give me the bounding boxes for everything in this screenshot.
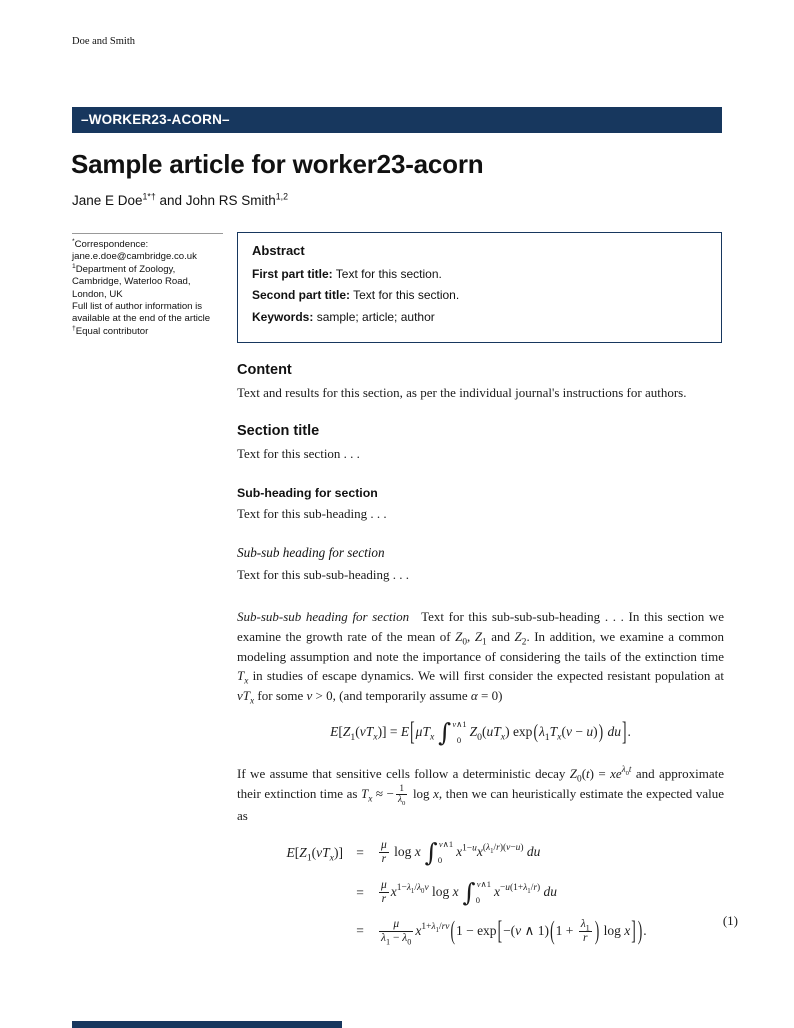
display-equation: $E[Z_1(vT_x)] = E[\mu T_x$ ∫ v∧1 0 $Z_0(uT_x) \exp(\lambda_1T_x(v - u))$ du]. [330,716,631,748]
paragraph-sub-sub-sub-text: Text for this sub-sub-sub-heading . . . In this section we examine the growth rate of the mean of $Z_0$, $Z_1$ and $Z_2$. In addition, we examine a common modeling assumption and note the importance of considering the tails of the extinction time $T_x$ in studies of escape dynamics. We will first consider the expected resistant population at $vT_x$ for some v > 0, (and temporarily assume α = 0) [237,609,724,707]
page-bottom-bar [72,1021,342,1028]
correspondence-label: *Correspondence: [72,237,149,250]
paragraph-sub-sub-sub-section [237,607,724,706]
paragraph-sub-sub-section: Text for this sub-sub-heading . . . [237,567,410,583]
abstract-first-part [252,266,707,283]
masthead-banner-text: –WORKER23-ACORN– [81,112,230,127]
abstract-box [237,232,722,343]
author-info-note: Full list of author information is [72,301,203,313]
equation-lhs: $E[Z_1(vT_x)]$ [286,844,343,864]
heading-sub-sub-sub-section: Sub-sub-sub heading for section [237,609,410,624]
abstract-second-part-text: Text for this section. [350,288,460,303]
authors-line: Jane E Doe$^{1*\dagger}$ and John RS Smith$^{1,2}$ [72,191,288,208]
abstract-keywords-text: sample; article; author [313,309,435,324]
abstract-first-part-text: Text for this section. [332,267,442,281]
equation-row [243,914,724,947]
abstract-second-part-label: Second part title: [252,288,351,303]
main-content [237,362,738,947]
paragraph-sub-section: Text for this sub-heading . . . [237,505,387,521]
running-head: Doe and Smith [72,36,135,47]
abstract-keywords [252,309,707,326]
correspondence-email[interactable]: jane.e.doe@cambridge.co.uk [72,251,197,263]
heading-content: Content [237,362,292,378]
equation-row [243,838,724,868]
equation-number: (1) [722,913,738,929]
equation-rhs: $\frac{\mu}{\lambda_1 - \lambda_0}$ $x^{1+\lambda_1/rv}(1 - \exp[-(v$ ∧ 1)(1 + $\frac{\lambda_1}{r}$ ) log x] ). [381,914,647,947]
heading-sub-sub-section: Sub-sub heading for section [237,545,385,561]
heading-sub-section: Sub-heading for section [237,485,378,500]
author-info-note: available at the end of the article [72,313,211,325]
heading-section-title: Section title [237,422,320,439]
paragraph-section: Text for this section . . . [237,445,360,461]
abstract-keywords-label: Keywords: [252,309,314,324]
masthead-banner [72,107,722,133]
abstract-first-part-label: First part title: [252,267,333,281]
equation-row [243,878,724,908]
affiliation-line: London, UK [72,288,123,300]
equals-sign: = [356,923,364,939]
abstract-second-part [252,287,707,304]
equals-sign: = [356,844,364,860]
equation-rhs: $\frac{\mu}{r}$ $x^{1-\lambda_1/\lambda_0v}$ log x ∫ v∧1 0 $x^{-u(1+\lambda_1/r)}$ du [381,878,558,908]
equal-contributor-note: †Equal contributor [72,324,149,337]
article-title: Sample article for worker23-acorn [71,149,484,179]
paragraph-decay: If we assume that sensitive cells follow a deterministic decay $Z_0(t) = xe^{\lambda_0t}$ and approximate their extinction time as $T_x$ ≈ − $\frac{1}{\lambda_0}$ log x, then we can heuristically estimate the expected value as [237,764,725,823]
abstract-heading: Abstract [252,243,305,258]
affiliation-line: Cambridge, Waterloo Road, [72,276,191,288]
paragraph-content: Text and results for this section, as per the individual journal's instructions for authors. [237,385,687,400]
equation-rhs: $\frac{\mu}{r}$ log x ∫ v∧1 0 $x^{1-u}x^{(\lambda_1/r)(v-u)}$ du [381,838,541,868]
equation-array [237,838,738,947]
author-info-sidebar [72,233,223,338]
equals-sign: = [356,884,364,900]
affiliation-line: $^1$Department of Zoology, [72,262,176,275]
